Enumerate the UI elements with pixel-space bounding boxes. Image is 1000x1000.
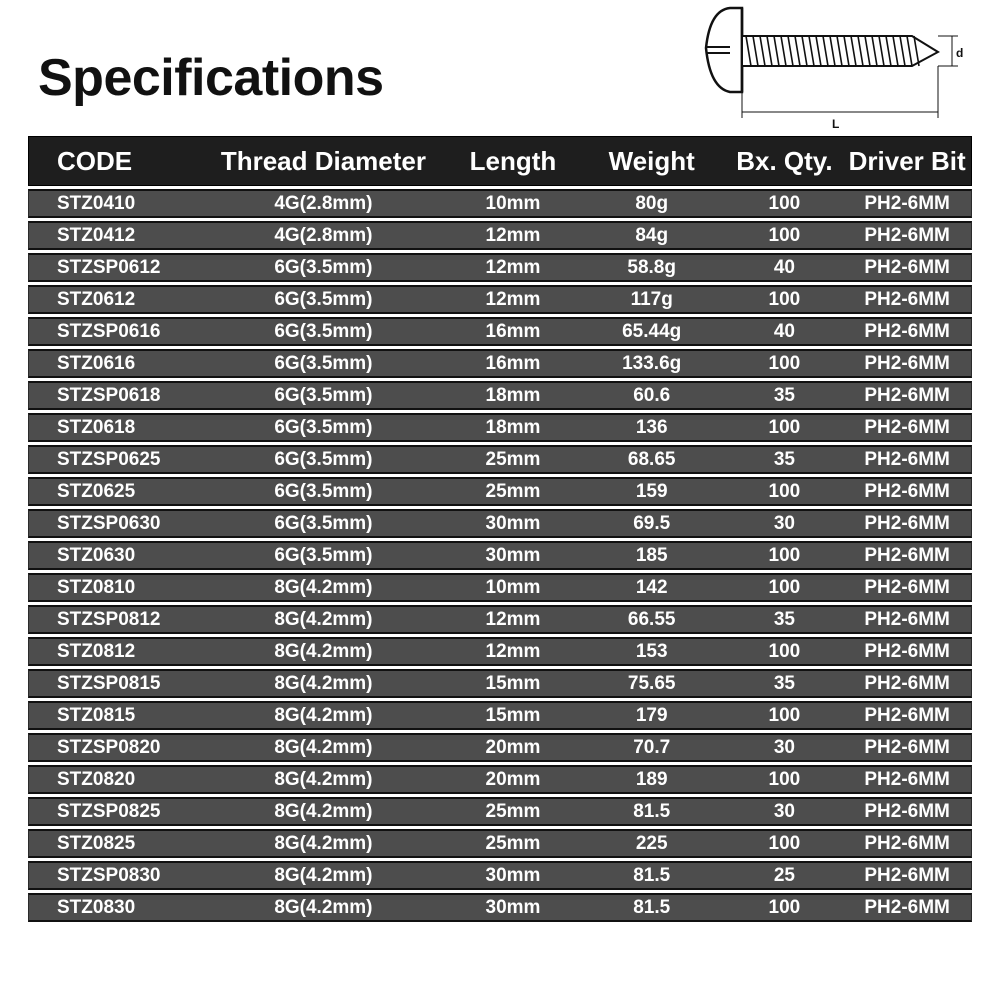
table-row (28, 189, 972, 218)
thread-diameter-cell: 6G(3.5mm) (274, 288, 373, 310)
screw-dimension-diagram (690, 0, 980, 132)
box-quantity-cell: 100 (768, 544, 801, 566)
driver-bit-cell: PH2-6MM (864, 576, 950, 598)
driver-bit-cell: PH2-6MM (864, 192, 950, 214)
code-cell: STZ0410 (57, 192, 136, 214)
table-row (28, 221, 972, 250)
box-quantity-cell: 100 (768, 896, 801, 918)
driver-bit-cell: PH2-6MM (864, 800, 950, 822)
weight-cell: 179 (635, 704, 668, 726)
driver-bit-cell: PH2-6MM (864, 768, 950, 790)
length-cell: 16mm (485, 320, 541, 342)
box-quantity-cell: 100 (768, 640, 801, 662)
length-cell: 25mm (485, 800, 541, 822)
page-title: Specifications (38, 49, 384, 107)
driver-bit-cell: PH2-6MM (864, 896, 950, 918)
code-cell: STZ0412 (57, 224, 136, 246)
table-row (28, 253, 972, 282)
thread-diameter-cell: 6G(3.5mm) (274, 416, 373, 438)
weight-cell: 84g (635, 224, 669, 246)
table-row (28, 413, 972, 442)
table-row (28, 573, 972, 602)
length-cell: 18mm (485, 416, 541, 438)
thread-diameter-cell: 8G(4.2mm) (274, 864, 373, 886)
box-quantity-cell: 100 (768, 288, 801, 310)
length-cell: 12mm (485, 256, 541, 278)
weight-cell: 142 (635, 576, 668, 598)
code-cell: STZ0625 (57, 480, 136, 502)
table-row (28, 285, 972, 314)
box-quantity-cell: 100 (768, 192, 801, 214)
table-header (28, 136, 972, 186)
length-cell: 25mm (485, 832, 541, 854)
table-row (28, 797, 972, 826)
weight-cell: 159 (635, 480, 668, 502)
length-cell: 25mm (485, 448, 541, 470)
box-quantity-cell: 100 (768, 480, 801, 502)
weight-cell: 70.7 (633, 736, 671, 758)
code-cell: STZSP0618 (57, 384, 161, 406)
box-quantity-cell: 100 (768, 768, 801, 790)
driver-bit-cell: PH2-6MM (864, 672, 950, 694)
weight-cell: 75.65 (627, 672, 676, 694)
driver-bit-cell: PH2-6MM (864, 448, 950, 470)
table-row (28, 669, 972, 698)
box-quantity-cell: 25 (773, 864, 795, 886)
code-cell: STZSP0616 (57, 320, 161, 342)
header-driver-bit: Driver Bit (848, 145, 966, 176)
thread-diameter-cell: 8G(4.2mm) (274, 832, 373, 854)
header-code: CODE (57, 145, 133, 176)
code-cell: STZSP0625 (57, 448, 161, 470)
box-quantity-cell: 35 (773, 384, 795, 406)
weight-cell: 185 (635, 544, 668, 566)
driver-bit-cell: PH2-6MM (864, 704, 950, 726)
driver-bit-cell: PH2-6MM (864, 320, 950, 342)
thread-diameter-cell: 6G(3.5mm) (274, 480, 373, 502)
weight-cell: 189 (635, 768, 668, 790)
thread-diameter-cell: 8G(4.2mm) (274, 704, 373, 726)
length-cell: 20mm (485, 736, 541, 758)
code-cell: STZ0820 (57, 768, 136, 790)
box-quantity-cell: 40 (773, 256, 795, 278)
driver-bit-cell: PH2-6MM (864, 352, 950, 374)
table-row (28, 445, 972, 474)
code-cell: STZSP0820 (57, 736, 161, 758)
table-body (28, 189, 972, 922)
code-cell: STZ0825 (57, 832, 136, 854)
thread-diameter-cell: 6G(3.5mm) (274, 384, 373, 406)
thread-diameter-cell: 6G(3.5mm) (274, 448, 373, 470)
driver-bit-cell: PH2-6MM (864, 640, 950, 662)
length-cell: 30mm (485, 544, 541, 566)
table-row (28, 701, 972, 730)
box-quantity-cell: 40 (773, 320, 795, 342)
length-cell: 30mm (485, 512, 541, 534)
thread-diameter-cell: 8G(4.2mm) (274, 640, 373, 662)
driver-bit-cell: PH2-6MM (864, 384, 950, 406)
weight-cell: 80g (635, 192, 669, 214)
table-row (28, 861, 972, 890)
box-quantity-cell: 100 (768, 416, 801, 438)
code-cell: STZ0812 (57, 640, 136, 662)
specifications-table (28, 136, 972, 922)
code-cell: STZSP0815 (57, 672, 161, 694)
header-length: Length (469, 145, 557, 176)
driver-bit-cell: PH2-6MM (864, 288, 950, 310)
weight-cell: 117g (630, 288, 673, 310)
code-cell: STZ0810 (57, 576, 136, 598)
weight-cell: 81.5 (633, 864, 671, 886)
length-cell: 20mm (485, 768, 541, 790)
length-cell: 10mm (485, 576, 541, 598)
weight-cell: 81.5 (633, 896, 671, 918)
length-cell: 25mm (485, 480, 541, 502)
code-cell: STZSP0612 (57, 256, 161, 278)
thread-diameter-cell: 8G(4.2mm) (274, 736, 373, 758)
table-row (28, 893, 972, 922)
weight-cell: 153 (635, 640, 668, 662)
code-cell: STZ0815 (57, 704, 136, 726)
table-row (28, 605, 972, 634)
l-dimension-label: L (832, 117, 840, 131)
box-quantity-cell: 30 (773, 800, 795, 822)
driver-bit-cell: PH2-6MM (864, 512, 950, 534)
driver-bit-cell: PH2-6MM (864, 832, 950, 854)
box-quantity-cell: 35 (773, 672, 795, 694)
box-quantity-cell: 35 (773, 608, 795, 630)
weight-cell: 58.8g (627, 256, 676, 278)
table-row (28, 381, 972, 410)
code-cell: STZSP0825 (57, 800, 161, 822)
weight-cell: 60.6 (633, 384, 671, 406)
length-cell: 30mm (485, 864, 541, 886)
box-quantity-cell: 30 (773, 512, 795, 534)
length-cell: 15mm (485, 672, 541, 694)
box-quantity-cell: 100 (768, 704, 801, 726)
code-cell: STZSP0830 (57, 864, 161, 886)
driver-bit-cell: PH2-6MM (864, 736, 950, 758)
table-row (28, 349, 972, 378)
code-cell: STZSP0812 (57, 608, 161, 630)
thread-diameter-cell: 8G(4.2mm) (274, 768, 373, 790)
thread-diameter-cell: 6G(3.5mm) (274, 256, 373, 278)
code-cell: STZ0830 (57, 896, 136, 918)
box-quantity-cell: 100 (768, 224, 801, 246)
driver-bit-cell: PH2-6MM (864, 544, 950, 566)
thread-diameter-cell: 6G(3.5mm) (274, 320, 373, 342)
thread-diameter-cell: 4G(2.8mm) (274, 224, 373, 246)
weight-cell: 225 (635, 832, 668, 854)
thread-diameter-cell: 8G(4.2mm) (274, 576, 373, 598)
weight-cell: 136 (635, 416, 668, 438)
header-box-quantity: Bx. Qty. (736, 145, 833, 176)
length-cell: 12mm (485, 224, 541, 246)
table-row (28, 509, 972, 538)
box-quantity-cell: 100 (768, 352, 801, 374)
weight-cell: 66.55 (627, 608, 676, 630)
length-cell: 30mm (485, 896, 541, 918)
d-dimension-label: d (956, 46, 964, 60)
table-row (28, 829, 972, 858)
weight-cell: 133.6g (622, 352, 682, 374)
table-row (28, 477, 972, 506)
table-row (28, 637, 972, 666)
header-weight: Weight (608, 145, 695, 176)
code-cell: STZSP0630 (57, 512, 161, 534)
length-cell: 12mm (485, 640, 541, 662)
code-cell: STZ0612 (57, 288, 136, 310)
driver-bit-cell: PH2-6MM (864, 224, 950, 246)
thread-diameter-cell: 6G(3.5mm) (274, 512, 373, 534)
driver-bit-cell: PH2-6MM (864, 608, 950, 630)
driver-bit-cell: PH2-6MM (864, 480, 950, 502)
thread-diameter-cell: 6G(3.5mm) (274, 544, 373, 566)
thread-diameter-cell: 8G(4.2mm) (274, 608, 373, 630)
box-quantity-cell: 100 (768, 832, 801, 854)
thread-diameter-cell: 4G(2.8mm) (274, 192, 373, 214)
weight-cell: 68.65 (627, 448, 676, 470)
table-row (28, 733, 972, 762)
weight-cell: 69.5 (633, 512, 671, 534)
driver-bit-cell: PH2-6MM (864, 416, 950, 438)
length-cell: 12mm (485, 288, 541, 310)
driver-bit-cell: PH2-6MM (864, 256, 950, 278)
thread-diameter-cell: 6G(3.5mm) (274, 352, 373, 374)
code-cell: STZ0618 (57, 416, 136, 438)
header-thread-diameter: Thread Diameter (220, 145, 426, 176)
box-quantity-cell: 100 (768, 576, 801, 598)
code-cell: STZ0616 (57, 352, 136, 374)
length-cell: 10mm (485, 192, 541, 214)
table-row (28, 765, 972, 794)
driver-bit-cell: PH2-6MM (864, 864, 950, 886)
table-row (28, 317, 972, 346)
length-cell: 18mm (485, 384, 541, 406)
table-row (28, 541, 972, 570)
box-quantity-cell: 35 (773, 448, 795, 470)
thread-diameter-cell: 8G(4.2mm) (274, 672, 373, 694)
box-quantity-cell: 30 (773, 736, 795, 758)
weight-cell: 65.44g (622, 320, 682, 342)
code-cell: STZ0630 (57, 544, 136, 566)
thread-diameter-cell: 8G(4.2mm) (274, 896, 373, 918)
length-cell: 12mm (485, 608, 541, 630)
weight-cell: 81.5 (633, 800, 671, 822)
length-cell: 16mm (485, 352, 541, 374)
thread-diameter-cell: 8G(4.2mm) (274, 800, 373, 822)
length-cell: 15mm (485, 704, 541, 726)
